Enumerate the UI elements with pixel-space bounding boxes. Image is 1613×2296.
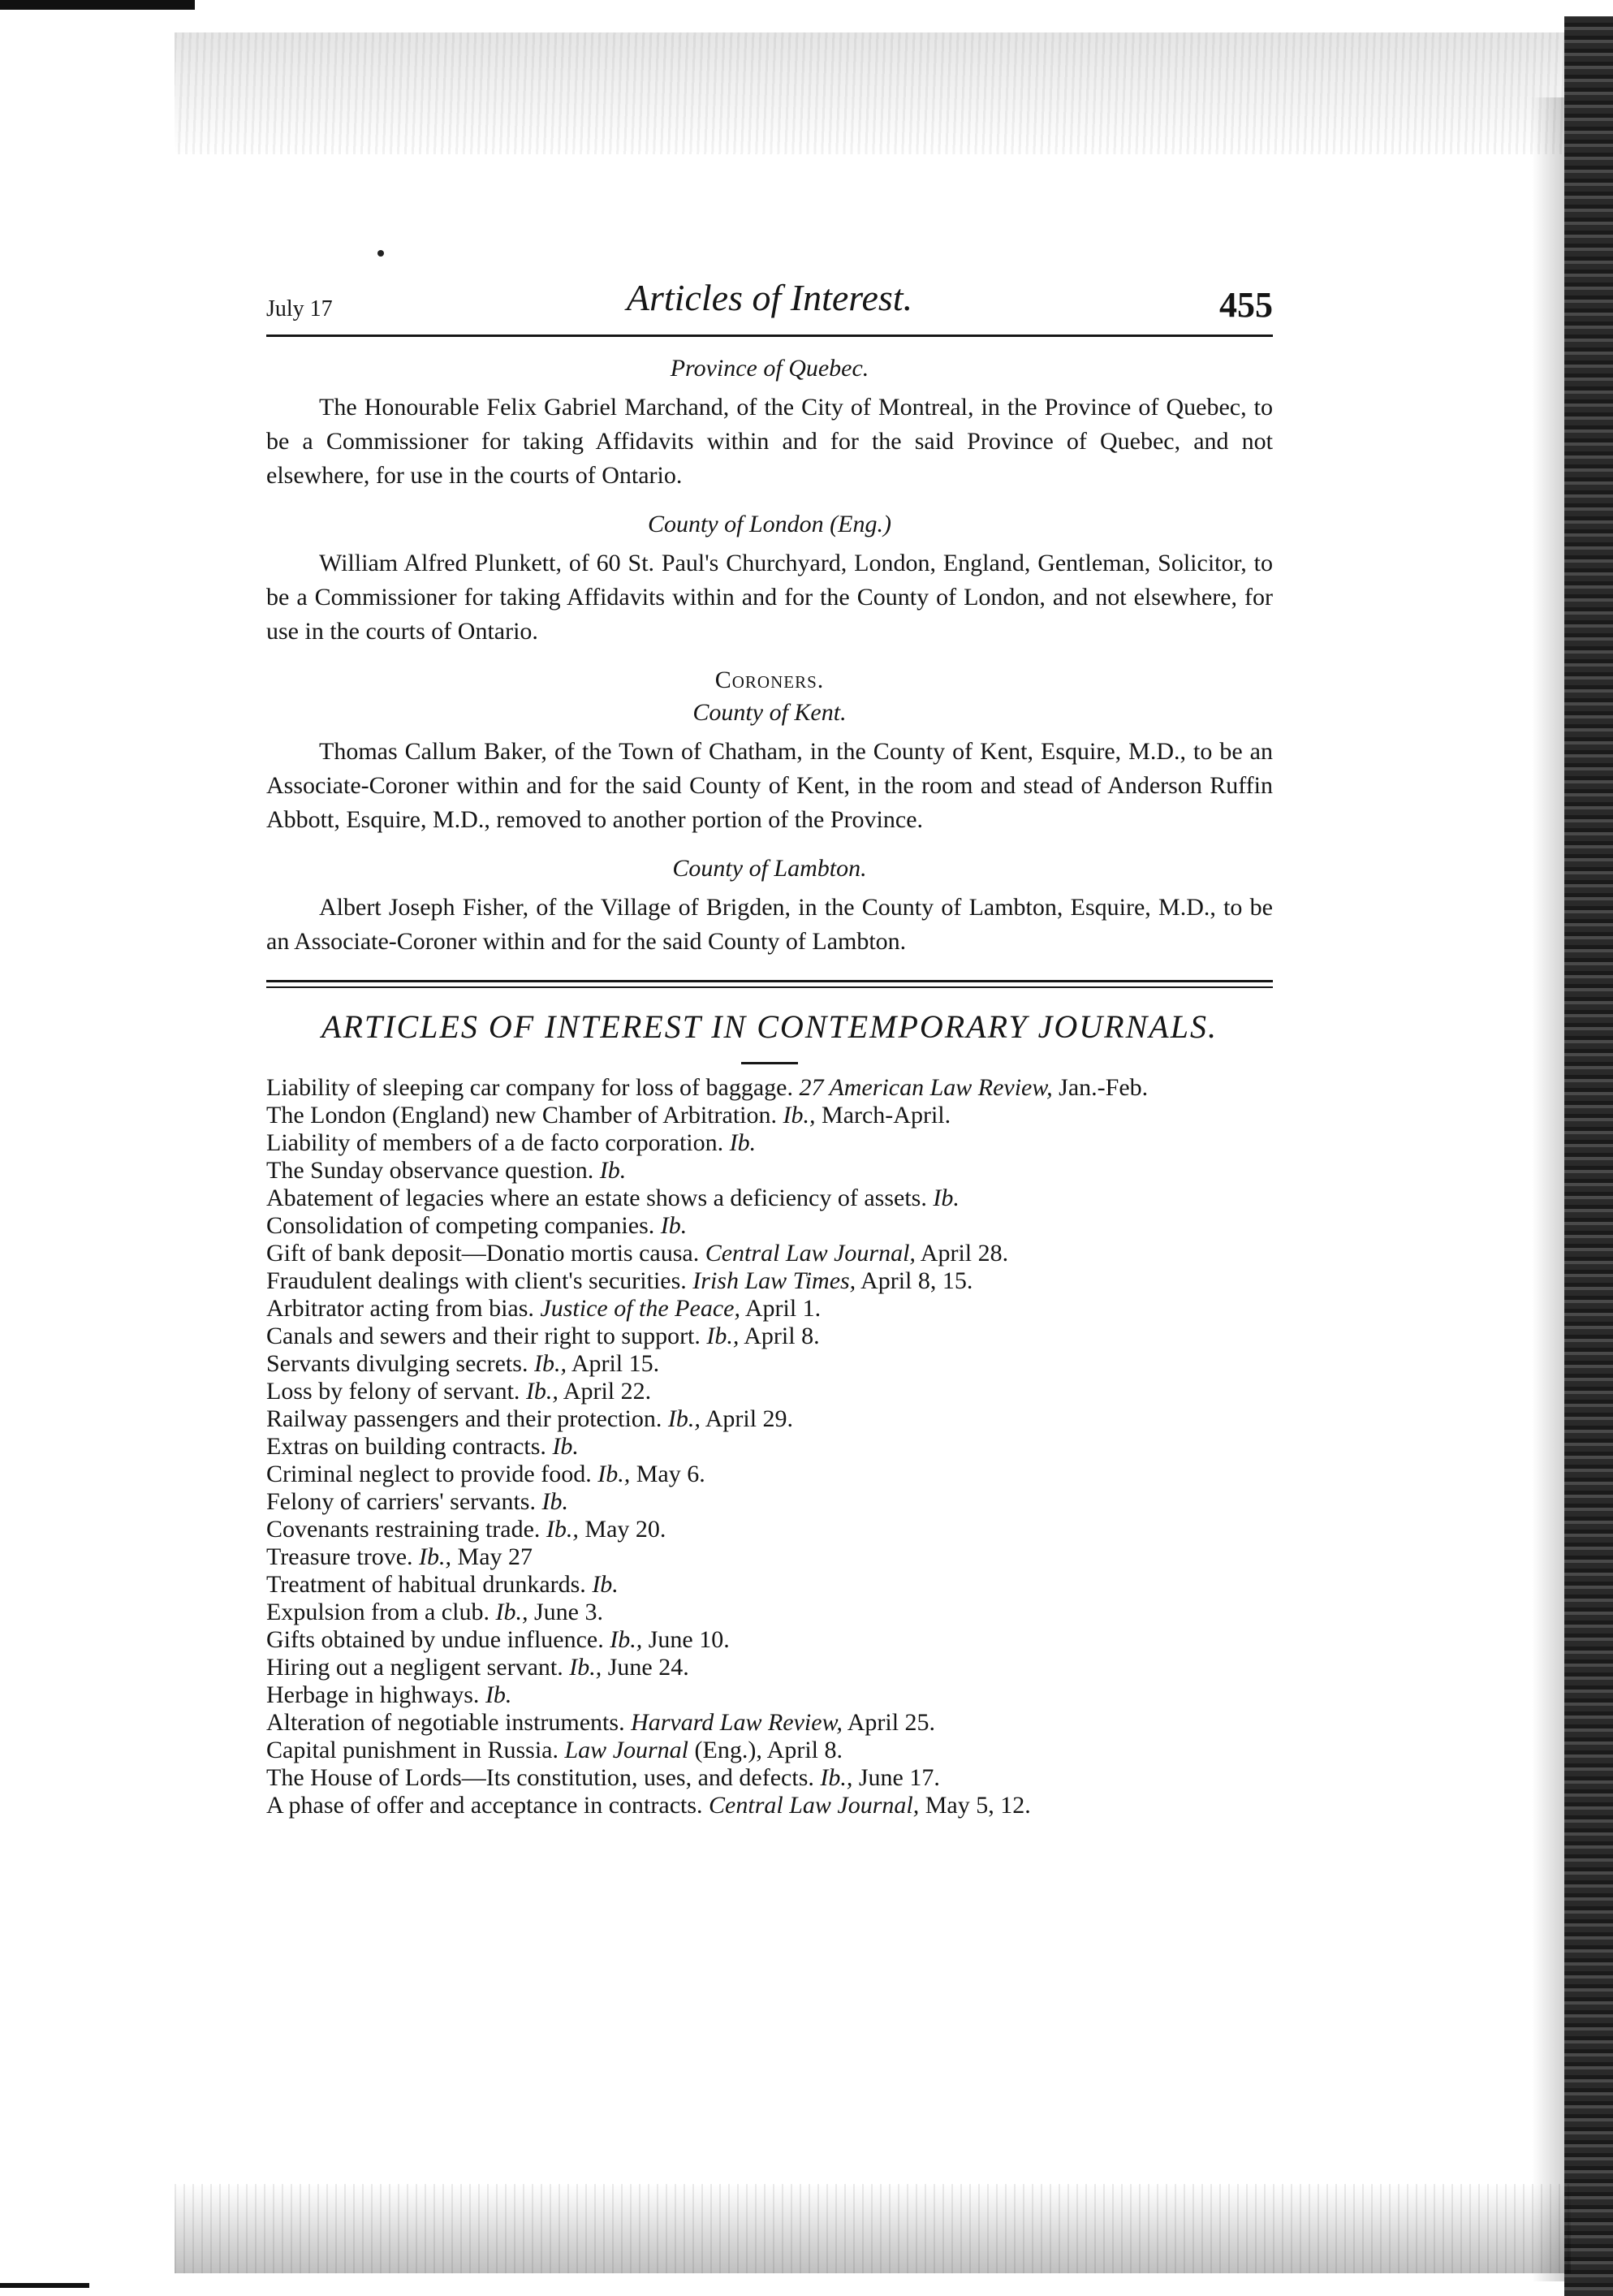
journal-item-date: May 27: [457, 1543, 533, 1570]
journal-item-date: June 3.: [533, 1599, 603, 1625]
scan-shadow-right: [1532, 97, 1564, 2281]
journal-item-date: April 8, 15.: [860, 1267, 973, 1294]
quebec-heading: Province of Quebec.: [670, 355, 869, 382]
scan-noise-top: [175, 32, 1571, 154]
journal-item: [266, 1599, 1273, 1626]
journal-item-title: A phase of offer and acceptance in contracts.: [266, 1792, 703, 1819]
journal-item-title: Criminal neglect to provide food.: [266, 1461, 592, 1487]
journal-item-title: Felony of carriers' servants.: [266, 1488, 536, 1515]
journal-item: [266, 1129, 1273, 1157]
journal-item: [266, 1764, 1273, 1792]
journal-item-title: Gift of bank deposit—Donatio mortis causa.: [266, 1240, 700, 1267]
scan-edge-top-left: [0, 0, 195, 10]
journal-item-title: Abatement of legacies where an estate shows a deficiency of assets.: [266, 1185, 927, 1211]
journal-item-title: Expulsion from a club.: [266, 1599, 490, 1625]
journal-item-date: March-April.: [822, 1102, 951, 1129]
scan-edge-right: [1564, 16, 1613, 2296]
journal-item-source: Ib.: [933, 1185, 960, 1211]
journal-item-title: Hiring out a negligent servant.: [266, 1654, 563, 1681]
journal-item: [266, 1240, 1273, 1267]
journal-item-source: Ib.,: [783, 1102, 816, 1129]
journal-item: [266, 1488, 1273, 1516]
journal-item-date: June 10.: [648, 1626, 730, 1653]
journal-item-source: Ib.: [485, 1681, 512, 1708]
journal-item-source: Law Journal: [564, 1737, 689, 1763]
journal-item-date: (Eng.), April 8.: [694, 1737, 843, 1763]
journal-item-source: Central Law Journal,: [709, 1792, 920, 1819]
journal-item-source: Ib.: [729, 1129, 757, 1156]
journal-item: [266, 1323, 1273, 1350]
london-heading: County of London (Eng.): [648, 511, 891, 537]
scan-noise-bottom: [175, 2184, 1571, 2273]
journal-item: [266, 1792, 1273, 1819]
lambton-paragraph: Albert Joseph Fisher, of the Village of Brigden, in the County of Lambton, Esquire, M.D., to be an Associate-Coroner within and for the said County of Lambton.: [266, 894, 1273, 955]
scan-edge-bottom-left: [0, 2283, 89, 2288]
journal-item-source: Ib.,: [419, 1543, 452, 1570]
journal-item-date: Jan.-Feb.: [1059, 1074, 1149, 1101]
journal-item-source: Central Law Journal,: [705, 1240, 916, 1267]
journal-item-source: Ib.: [552, 1433, 579, 1460]
journal-item: [266, 1681, 1273, 1709]
kent-heading: County of Kent.: [692, 699, 847, 726]
journal-item-title: Alteration of negotiable instruments.: [266, 1709, 625, 1736]
journal-item-title: Liability of sleeping car company for loss of baggage.: [266, 1074, 793, 1101]
head-rule: [266, 334, 1273, 337]
journal-item-title: Canals and sewers and their right to support.: [266, 1323, 701, 1349]
journal-item: [266, 1405, 1273, 1433]
journal-item-date: April 28.: [920, 1240, 1009, 1267]
journal-item-source: 27 American Law Review,: [799, 1074, 1053, 1101]
journal-item: [266, 1516, 1273, 1543]
journal-item-source: Irish Law Times,: [692, 1267, 856, 1294]
journal-item: [266, 1074, 1273, 1102]
journal-item-title: Extras on building contracts.: [266, 1433, 546, 1460]
running-head: [266, 276, 1273, 325]
journal-item: [266, 1654, 1273, 1681]
journal-item-title: The Sunday observance question.: [266, 1157, 594, 1184]
journal-item-title: Liability of members of a de facto corporation.: [266, 1129, 724, 1156]
journal-item-date: May 5, 12.: [925, 1792, 1031, 1819]
journal-item-date: June 24.: [607, 1654, 689, 1681]
journal-item: [266, 1571, 1273, 1599]
journal-item-source: Ib.,: [569, 1654, 602, 1681]
coroners-heading: Coroners.: [714, 667, 825, 693]
journal-item-date: April 25.: [847, 1709, 936, 1736]
journal-item-date: April 1.: [744, 1295, 822, 1322]
journal-item: [266, 1267, 1273, 1295]
journal-item-title: Fraudulent dealings with client's securities.: [266, 1267, 687, 1294]
journal-item-title: Treasure trove.: [266, 1543, 413, 1570]
journal-item-source: Ib.,: [533, 1350, 567, 1377]
page: [266, 276, 1273, 1819]
section-divider: [266, 980, 1273, 988]
journal-item: [266, 1737, 1273, 1764]
journal-item-title: Consolidation of competing companies.: [266, 1212, 655, 1239]
journal-item-title: The London (England) new Chamber of Arbitration.: [266, 1102, 778, 1129]
journal-item-source: Ib.,: [597, 1461, 631, 1487]
journal-item-title: Gifts obtained by undue influence.: [266, 1626, 604, 1653]
journal-item-source: Ib.,: [546, 1516, 579, 1543]
journal-item: [266, 1185, 1273, 1212]
journal-item-title: Railway passengers and their protection.: [266, 1405, 662, 1432]
journal-item-date: April 15.: [571, 1350, 660, 1377]
journal-item-source: Ib.,: [706, 1323, 740, 1349]
journal-item: [266, 1102, 1273, 1129]
journal-item: [266, 1709, 1273, 1737]
running-head-title: Articles of Interest.: [626, 277, 913, 318]
page-number: 455: [1219, 285, 1273, 325]
journal-item-date: May 6.: [636, 1461, 705, 1487]
journal-item: [266, 1461, 1273, 1488]
journal-item: [266, 1295, 1273, 1323]
journal-item-title: Loss by felony of servant.: [266, 1378, 520, 1405]
journal-item: [266, 1626, 1273, 1654]
kent-paragraph: Thomas Callum Baker, of the Town of Chatham, in the County of Kent, Esquire, M.D., to be an Associate-Coroner within and for the said County of Kent, in the room and stead of Anderson Ruffin Abbott, Esquire, M.D., removed to another portion of the Province.: [266, 738, 1273, 833]
journal-item-source: Justice of the Peace,: [540, 1295, 740, 1322]
journal-item-date: April 29.: [705, 1405, 794, 1432]
journals-title: ARTICLES OF INTEREST IN CONTEMPORARY JOURNALS.: [321, 1008, 1218, 1045]
running-head-date: July 17: [266, 296, 333, 322]
journal-item-source: Ib.: [541, 1488, 568, 1515]
journal-item-title: Servants divulging secrets.: [266, 1350, 528, 1377]
quebec-paragraph: The Honourable Felix Gabriel Marchand, of the City of Montreal, in the Province of Quebec, to be a Commissioner for taking Affidavits within and for the said Province of Quebec, and not elsewhere, for use in the courts of Ontario.: [266, 394, 1273, 489]
journal-item-source: Ib.,: [610, 1626, 643, 1653]
journal-item-source: Ib.,: [820, 1764, 853, 1791]
journal-item-date: June 17.: [858, 1764, 940, 1791]
journal-item: [266, 1157, 1273, 1185]
journal-item: [266, 1543, 1273, 1571]
journal-item: [266, 1212, 1273, 1240]
journal-item-source: Ib.,: [525, 1378, 559, 1405]
journal-item-title: Herbage in highways.: [266, 1681, 480, 1708]
journal-item-source: Ib.,: [667, 1405, 701, 1432]
journal-item-source: Ib.: [592, 1571, 619, 1598]
journal-articles-list: [266, 1074, 1273, 1819]
journal-item-title: Covenants restraining trade.: [266, 1516, 541, 1543]
lambton-heading: County of Lambton.: [672, 855, 867, 882]
journal-item-source: Ib.,: [495, 1599, 528, 1625]
journal-item: [266, 1378, 1273, 1405]
journal-item-date: May 20.: [584, 1516, 666, 1543]
journal-item-title: Arbitrator acting from bias.: [266, 1295, 534, 1322]
journal-item: [266, 1433, 1273, 1461]
journal-item-source: Harvard Law Review,: [631, 1709, 843, 1736]
journal-item-title: The House of Lords—Its constitution, uses, and defects.: [266, 1764, 814, 1791]
journal-item-title: Capital punishment in Russia.: [266, 1737, 559, 1763]
journal-item-date: April 22.: [563, 1378, 652, 1405]
journal-item-source: Ib.: [660, 1212, 688, 1239]
journal-item-date: April 8.: [744, 1323, 820, 1349]
journal-item-source: Ib.: [599, 1157, 627, 1184]
london-paragraph: William Alfred Plunkett, of 60 St. Paul's Churchyard, London, England, Gentleman, Solicitor, to be a Commissioner for taking Affidavits within and for the County of London, and not elsewhere, for use in the courts of Ontario.: [266, 550, 1273, 645]
title-short-rule: [741, 1062, 798, 1064]
journal-item: [266, 1350, 1273, 1378]
journal-item-title: Treatment of habitual drunkards.: [266, 1571, 586, 1598]
ink-dot: [377, 250, 384, 257]
